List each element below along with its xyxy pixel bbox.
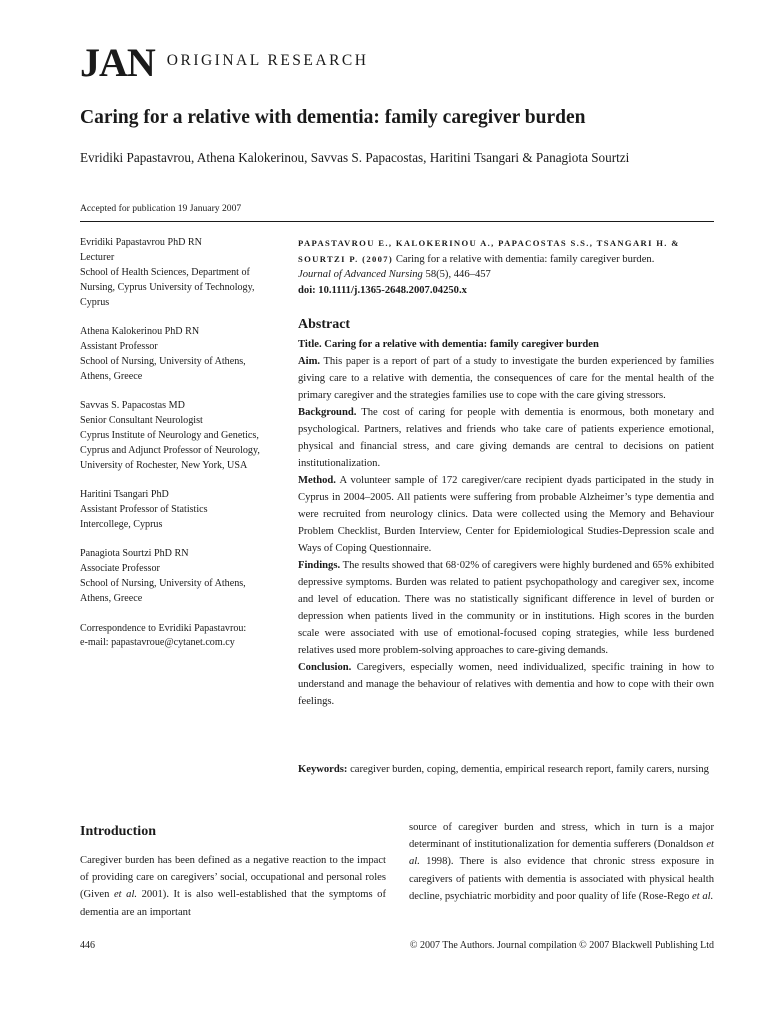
affiliation-block [80,547,290,607]
abstract-heading: Abstract [298,317,351,332]
introduction-text-left [80,852,386,921]
affiliation-line: Athena Kalokerinou PhD RN [80,326,200,338]
intro-left-part1: Caregiver burden has been defined as a negative reaction to the impact of providing care on caregivers’ social, occupational and personal roles (Given [80,855,386,901]
citation-doi[interactable]: doi: 10.1111/j.1365-2648.2007.04250.x [298,284,467,296]
affiliation-line: School of Health Sciences, Department of [80,266,250,278]
abstract-section [298,316,714,710]
affiliation-line: Panagiota Sourtzi PhD RN [80,548,189,560]
intro-right-part2: 1998). There is also evidence that chronic stress exposure in caregivers of patients with dementia is associated with physical health decline, psychiatric morbidity and poor quality of life (Rose-Rego [409,856,714,902]
header-divider [80,221,714,222]
section-label: ORIGINAL RESEARCH [166,52,369,69]
keywords-label: Keywords: [298,764,348,775]
affiliation-line: Nursing, Cyprus University of Technology, [80,281,255,293]
abstract-findings [298,557,714,659]
affiliation-line: School of Nursing, University of Athens, [80,355,246,367]
method-text: A volunteer sample of 172 caregiver/care recipient dyads participated in the study in Cyprus in 2004–2005. All patients were suffering from probable Alzheimer’s type dementia and were recruited from neurology clinics. Data were collected using the Memory and Behaviour Problem Checklist, Burden Interview, Center for Epidemiological Studies-Depression scale and Ways of Coping Questionnaire. [298,475,714,554]
page-number: 446 [80,940,95,951]
keywords [298,761,714,778]
affiliation-line: Senior Consultant Neurologist [80,415,203,427]
affiliation-line: Associate Professor [80,563,160,575]
affiliation-block [80,236,290,311]
abstract-title-line: Title. Caring for a relative with dementia: family caregiver burden [298,339,599,350]
abstract-method [298,472,714,557]
conclusion-text: Caregivers, especially women, need individualized, specific training in how to understand and manage the behaviour of relatives with dementia and how to cope with their own feelings. [298,662,714,707]
affiliation-block [80,399,290,474]
affiliation-line: Savvas S. Papacostas MD [80,400,185,412]
abstract-aim [298,353,714,404]
affiliation-line: Athens, Greece [80,370,143,382]
article-authors: Evridiki Papastavrou, Athena Kalokerinou, Savvas S. Papacostas, Haritini Tsangari & Panagiota Sourtzi [80,150,630,165]
affiliation-line: Cyprus [80,296,110,308]
author-affiliations [80,236,290,666]
affiliation-line: Assistant Professor [80,340,158,352]
intro-right-etal2: et al. [692,890,714,902]
citation-authors: PAPASTAVROU E., KALOKERINOU A., PAPACOSTAS S.S., TSANGARI H. & SOURTZI P. (2007) [298,238,680,264]
affiliation-line: Evridiki Papastavrou PhD RN [80,237,202,248]
citation-title: Caring for a relative with dementia: family caregiver burden. [395,253,655,265]
intro-left-part2: 2001). It is also well-established that the symptoms of dementia are an important [80,889,386,918]
citation-journal: Journal of Advanced Nursing [298,269,423,280]
abstract-conclusion [298,659,714,710]
affiliation-line: University of Rochester, New York, USA [80,459,248,471]
affiliation-block [80,488,290,533]
background-text: The cost of caring for people with dementia is enormous, both monetary and psychological. Partners, relatives and friends who take care of patients experience emotional, physical and financial stress, and care giving demands are central to decisions on patient institutionalization. [298,407,714,469]
citation-block [298,236,714,298]
affiliation-line: School of Nursing, University of Athens, [80,578,246,590]
conclusion-label: Conclusion. [298,662,352,673]
intro-right-part1: source of caregiver burden and stress, which in turn is a major determinant of institutionalization for dementia sufferers (Donaldson [409,822,714,851]
copyright-notice: © 2007 The Authors. Journal compilation © 2007 Blackwell Publishing Ltd [409,940,714,951]
affiliation-line: Haritini Tsangari PhD [80,489,169,501]
citation-volume: 58(5), 446–457 [425,269,491,280]
aim-label: Aim. [298,356,321,367]
accepted-date: Accepted for publication 19 January 2007 [80,203,242,214]
journal-header [80,40,368,90]
background-label: Background. [298,407,357,418]
affiliation-block [80,325,290,385]
intro-left-etal: et al. [113,889,138,901]
affiliation-line: Cyprus Institute of Neurology and Genetics, [80,429,259,441]
keywords-text: caregiver burden, coping, dementia, empirical research report, family carers, nursing [350,764,709,775]
article-title: Caring for a relative with dementia: family caregiver burden [80,107,586,128]
affiliation-block [80,622,290,652]
method-label: Method. [298,475,336,486]
affiliation-line: Athens, Greece [80,593,143,605]
findings-text: The results showed that 68·02% of caregivers were highly burdened and 65% exhibited depressive symptoms. Burden was related to patient psychopathology and caregiver sex, income and level of education. There was no statistically significant difference in level of burden or depression when patients lived in the community or in institutions. High scores in the burden scale were associated with use of emotional-focused coping strategies, while less burdened relatives used more problem-solving approaches to care-giving demands. [298,560,714,656]
affiliation-line[interactable]: e-mail: papastavroue@cytanet.com.cy [80,637,235,649]
affiliation-line: Cyprus and Adjunct Professor of Neurology, [80,444,260,456]
affiliation-line: Lecturer [80,251,115,263]
abstract-background [298,404,714,472]
affiliation-line: Correspondence to Evridiki Papastavrou: [80,622,247,634]
intro-right-etal1: et al. [409,839,714,868]
aim-text: This paper is a report of part of a study to investigate the burden experienced by families giving care to a relative with dementia, the consequences of care for the mental health of the primary caregiver and the strategies families use to cope with the care giving stressors. [298,356,714,401]
introduction-heading: Introduction [80,824,156,839]
findings-label: Findings. [298,560,341,571]
journal-logo: JAN [80,40,155,85]
affiliation-line: Intercollege, Cyprus [80,519,163,530]
introduction-text-right [409,819,714,905]
affiliation-line: Assistant Professor of Statistics [80,504,208,516]
